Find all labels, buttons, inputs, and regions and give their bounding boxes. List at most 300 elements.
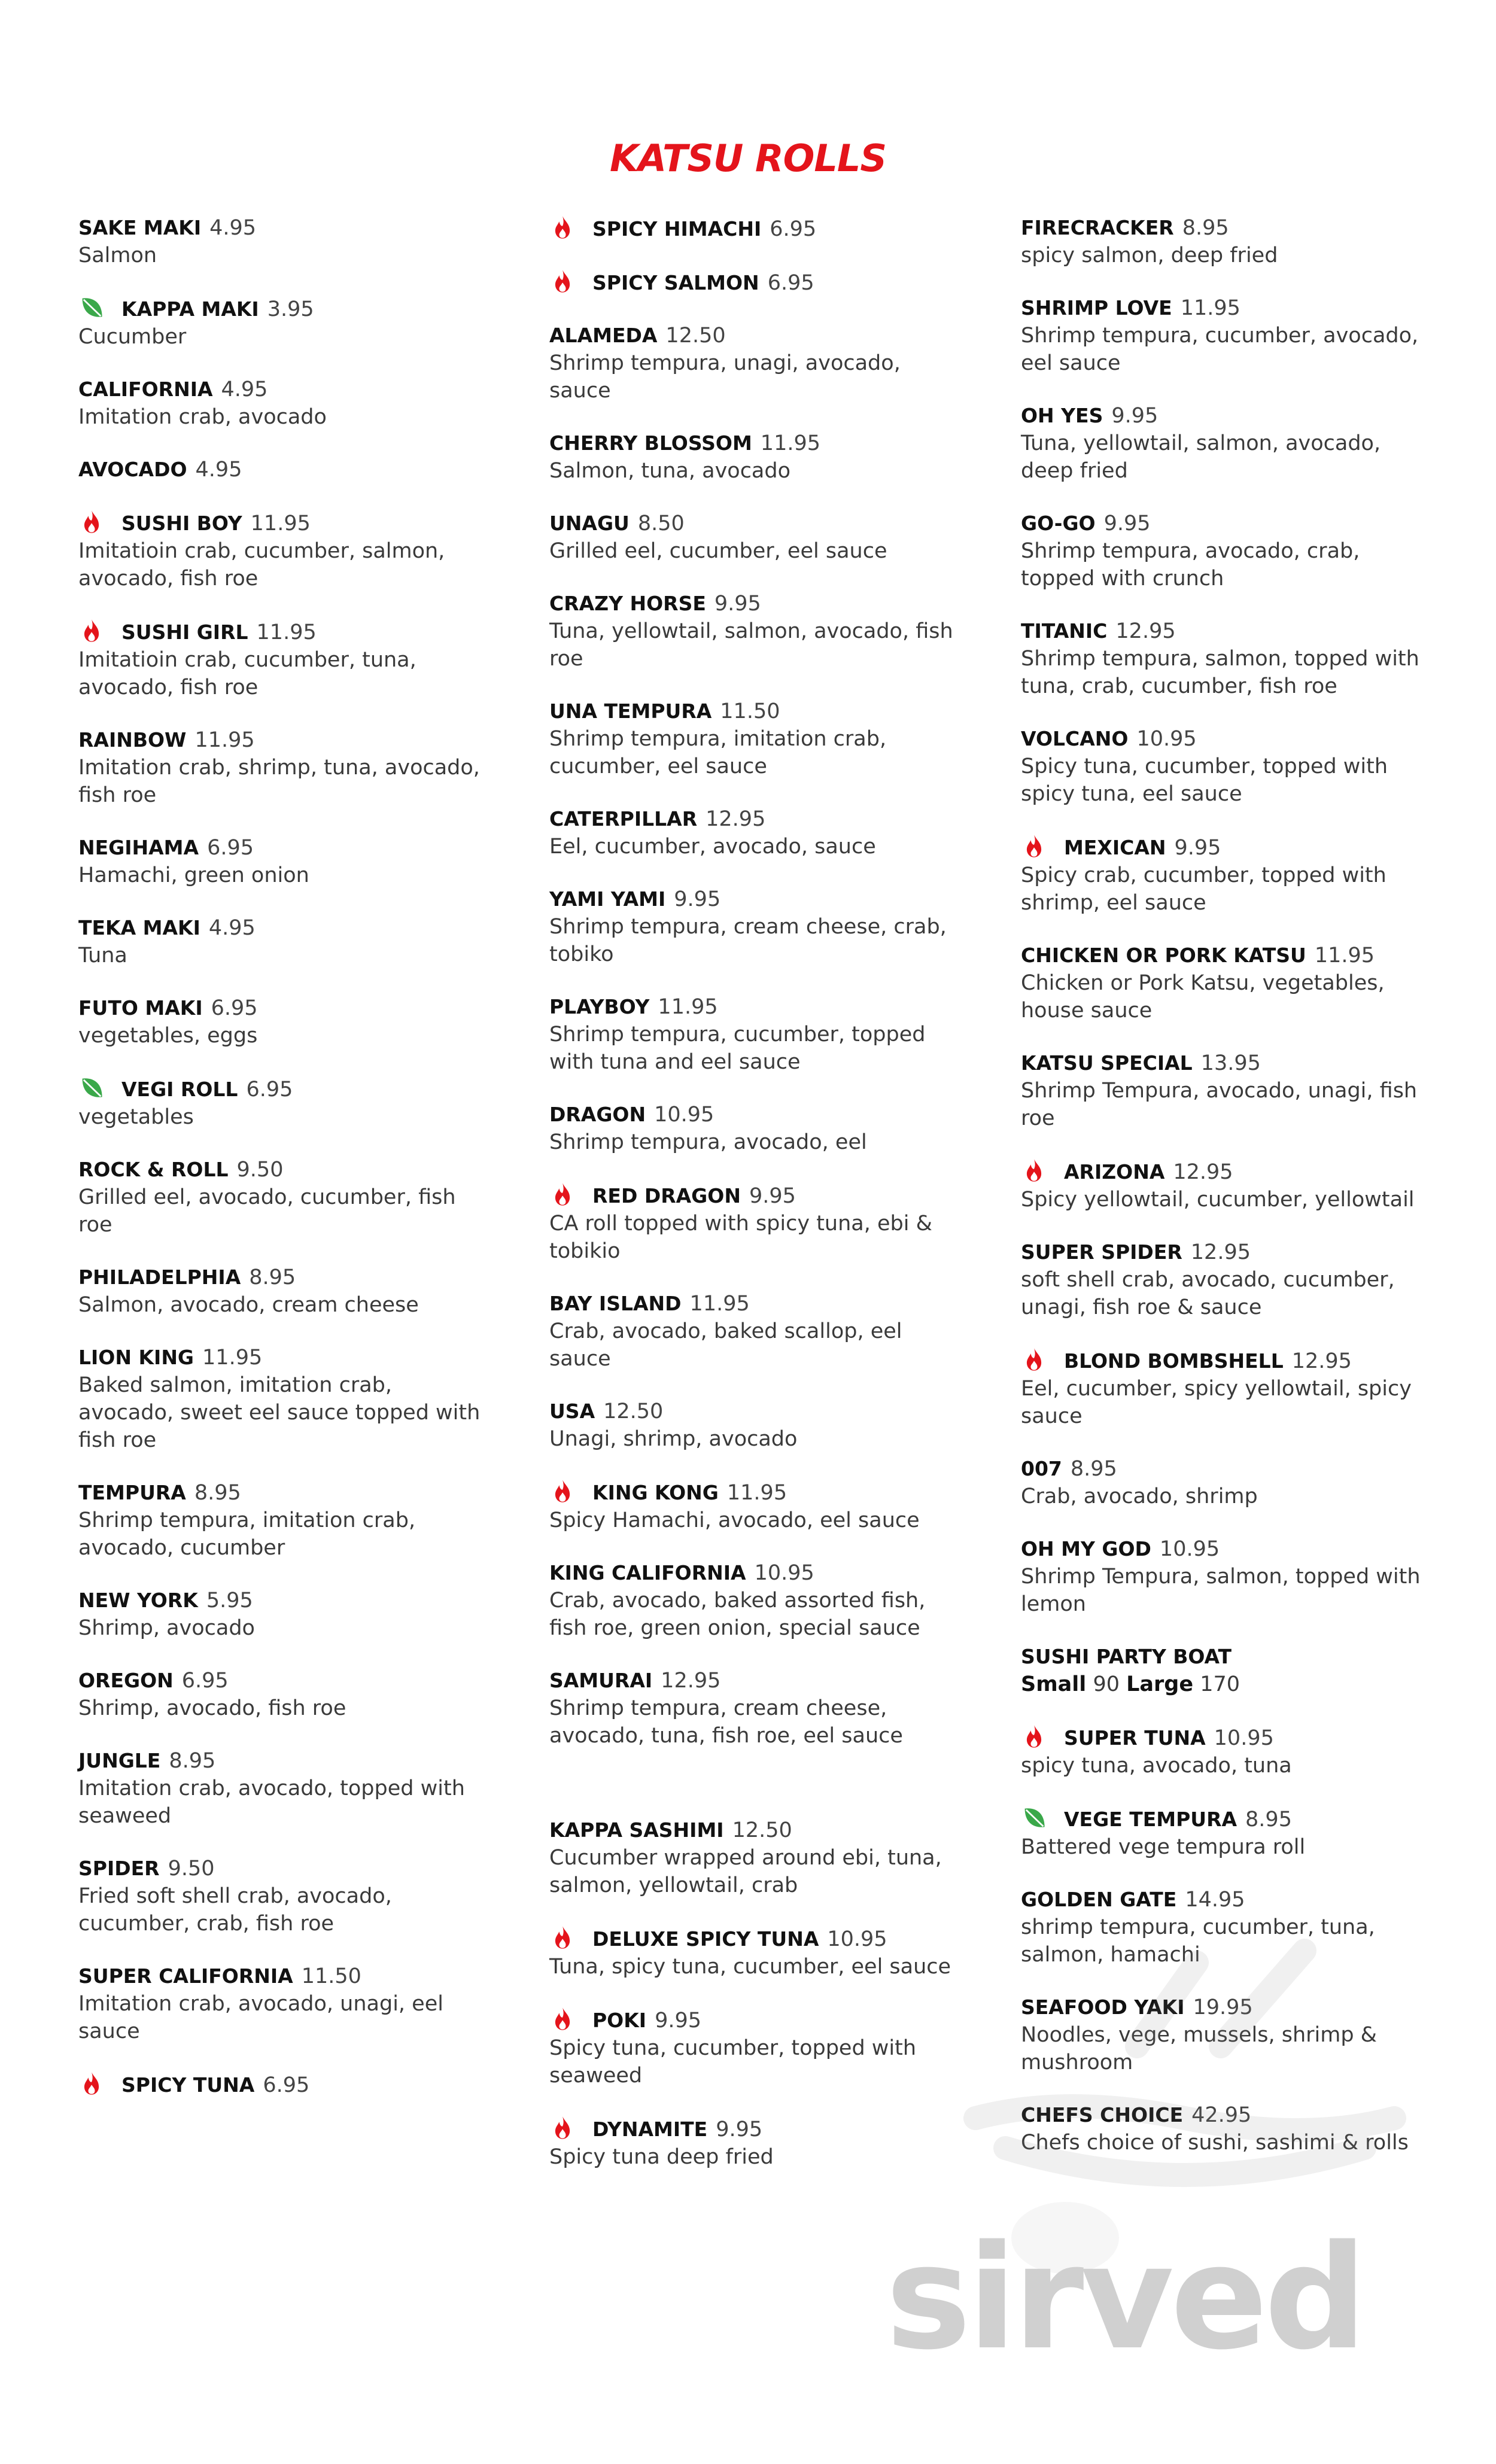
item-name: SEAFOOD YAKI bbox=[1021, 1995, 1185, 2019]
item-description: spicy tuna, avocado, tuna bbox=[1021, 1754, 1292, 1778]
item-description: spicy salmon, deep fried bbox=[1021, 244, 1278, 267]
item-description: Imitatioin crab, cucumber, tuna, avocado, fish roe bbox=[78, 648, 416, 699]
item-name: NEW YORK bbox=[78, 1589, 198, 1612]
item-price: 9.95 bbox=[1103, 512, 1151, 536]
item-description: Shrimp tempura, imitation crab, avocado, cucumber bbox=[78, 1508, 416, 1560]
menu-item-teka-maki bbox=[78, 914, 485, 969]
item-price: 9.95 bbox=[1111, 404, 1159, 428]
item-price: 42.95 bbox=[1191, 2103, 1252, 2127]
menu-item-header bbox=[549, 805, 956, 833]
item-description: Shrimp tempura, cucumber, topped with tuna and eel sauce bbox=[549, 1023, 926, 1074]
item-price: 11.95 bbox=[689, 1292, 750, 1316]
item-name: OH YES bbox=[1021, 404, 1103, 427]
menu-item-header bbox=[78, 456, 485, 483]
item-description: Fried soft shell crab, avocado, cucumber, crab, fish roe bbox=[78, 1884, 392, 1936]
menu-item-spicy-himachi bbox=[549, 214, 956, 243]
spicy-flame-icon bbox=[549, 268, 576, 294]
item-price: 8.95 bbox=[169, 1749, 216, 1773]
item-price: 5.95 bbox=[206, 1589, 253, 1613]
menu-item-go-go bbox=[1021, 510, 1428, 592]
menu-item-cherry-blossom bbox=[549, 430, 956, 485]
item-size-prices bbox=[1021, 1671, 1428, 1698]
menu-item-header bbox=[549, 1290, 956, 1318]
item-name: FUTO MAKI bbox=[78, 996, 203, 1020]
menu-item-header bbox=[78, 1479, 485, 1507]
item-price: 8.95 bbox=[1182, 216, 1229, 240]
menu-item-header bbox=[78, 1667, 485, 1695]
item-name: CALIFORNIA bbox=[78, 378, 213, 401]
menu-item-header bbox=[78, 1075, 485, 1103]
item-name: OREGON bbox=[78, 1669, 174, 1692]
menu-item-header bbox=[1021, 725, 1428, 753]
item-name: VEGI ROLL bbox=[121, 1078, 238, 1101]
menu-item-header bbox=[1021, 1535, 1428, 1563]
menu-item-spicy-tuna bbox=[78, 2070, 485, 2099]
menu-item-dragon bbox=[549, 1101, 956, 1156]
item-price: 11.95 bbox=[726, 1481, 787, 1505]
item-description: Unagi, shrimp, avocado bbox=[549, 1427, 798, 1451]
vegetarian-leaf-icon bbox=[1021, 1805, 1047, 1831]
item-name: ARIZONA bbox=[1064, 1160, 1165, 1184]
item-name: SUSHI PARTY BOAT bbox=[1021, 1645, 1232, 1668]
menu-item-header bbox=[78, 1156, 485, 1184]
item-price: 8.95 bbox=[194, 1481, 241, 1505]
spicy-flame-icon bbox=[1021, 1723, 1047, 1750]
item-name: CHERRY BLOSSOM bbox=[549, 431, 752, 455]
item-description: Crab, avocado, shrimp bbox=[1021, 1485, 1258, 1508]
menu-item-philadelphia bbox=[78, 1264, 485, 1319]
item-price: 11.95 bbox=[658, 995, 718, 1019]
item-description: Shrimp Tempura, salmon, topped with lemon bbox=[1021, 1565, 1421, 1616]
item-name: SPICY HIMACHI bbox=[592, 217, 762, 241]
item-name: PLAYBOY bbox=[549, 995, 650, 1018]
item-description: Salmon, avocado, cream cheese bbox=[78, 1293, 419, 1317]
item-price: 9.95 bbox=[655, 2009, 702, 2033]
item-price: 8.95 bbox=[249, 1266, 296, 1289]
menu-item-header bbox=[549, 698, 956, 725]
item-description: Cucumber bbox=[78, 325, 187, 349]
spicy-flame-icon bbox=[1021, 1157, 1047, 1184]
menu-item-header bbox=[1021, 1643, 1428, 1671]
item-name: CRAZY HORSE bbox=[549, 592, 706, 615]
menu-item-header bbox=[78, 617, 485, 646]
item-name: VEGE TEMPURA bbox=[1064, 1808, 1237, 1831]
item-description: Spicy crab, cucumber, topped with shrimp, eel sauce bbox=[1021, 863, 1386, 915]
menu-item-spicy-salmon bbox=[549, 268, 956, 297]
item-price: 10.95 bbox=[1214, 1726, 1274, 1750]
item-price: 12.95 bbox=[706, 807, 766, 831]
item-description: Eel, cucumber, spicy yellowtail, spicy sauce bbox=[1021, 1377, 1412, 1428]
item-name: KING KONG bbox=[592, 1481, 719, 1504]
menu-item-sushi-party-boat bbox=[1021, 1643, 1428, 1698]
item-description: Chicken or Pork Katsu, vegetables, house sauce bbox=[1021, 971, 1385, 1023]
item-price: 8.95 bbox=[1245, 1808, 1292, 1832]
menu-item-super-spider bbox=[1021, 1239, 1428, 1321]
item-price: 11.95 bbox=[256, 620, 317, 644]
item-price: 12.50 bbox=[665, 324, 726, 348]
menu-item-oh-my-god bbox=[1021, 1535, 1428, 1618]
item-price: 9.50 bbox=[236, 1158, 284, 1182]
menu-item-king-california bbox=[549, 1559, 956, 1642]
item-description: vegetables, eggs bbox=[78, 1024, 258, 1048]
item-price: 9.95 bbox=[714, 592, 761, 616]
item-description: Shrimp tempura, unagi, avocado, sauce bbox=[549, 351, 901, 403]
menu-item-header bbox=[78, 726, 485, 754]
item-price: 10.95 bbox=[754, 1561, 814, 1585]
item-price: 11.50 bbox=[720, 699, 780, 723]
menu-item-rainbow bbox=[78, 726, 485, 809]
item-price: 11.95 bbox=[194, 728, 255, 752]
item-price: 13.95 bbox=[1200, 1051, 1261, 1075]
item-name: VOLCANO bbox=[1021, 727, 1129, 750]
item-price: 10.95 bbox=[654, 1103, 714, 1127]
item-price: 6.95 bbox=[770, 217, 817, 241]
item-name: PHILADELPHIA bbox=[78, 1266, 241, 1289]
item-description: Spicy tuna deep fried bbox=[549, 2145, 774, 2169]
item-price: 9.95 bbox=[674, 887, 721, 911]
item-name: SUPER CALIFORNIA bbox=[78, 1964, 293, 1988]
spicy-flame-icon bbox=[78, 617, 105, 644]
menu-item-spider bbox=[78, 1855, 485, 1937]
size-small-price: 90 bbox=[1093, 1672, 1120, 1696]
menu-item-futo-maki bbox=[78, 994, 485, 1050]
menu-item-header bbox=[1021, 1239, 1428, 1266]
menu-item-sushi-boy bbox=[78, 509, 485, 592]
menu-item-header bbox=[78, 376, 485, 403]
menu-item-header bbox=[549, 886, 956, 913]
spicy-flame-icon bbox=[78, 2070, 105, 2097]
menu-item-header bbox=[1021, 1723, 1428, 1752]
item-price: 12.95 bbox=[661, 1669, 721, 1693]
item-name: CHEFS CHOICE bbox=[1021, 2103, 1184, 2127]
item-description: Salmon, tuna, avocado bbox=[549, 459, 791, 483]
menu-item-header bbox=[549, 322, 956, 349]
item-name: BAY ISLAND bbox=[549, 1292, 682, 1315]
item-name: SPICY SALMON bbox=[592, 271, 759, 294]
menu-item-new-york bbox=[78, 1587, 485, 1642]
menu-item-header bbox=[549, 430, 956, 457]
item-description: Shrimp tempura, cream cheese, crab, tobiko bbox=[549, 915, 947, 966]
item-price: 11.95 bbox=[250, 512, 311, 536]
item-price: 6.95 bbox=[246, 1078, 293, 1102]
item-price: 4.95 bbox=[208, 916, 256, 940]
menu-item-blond-bombshell bbox=[1021, 1346, 1428, 1430]
menu-item-jungle bbox=[78, 1747, 485, 1830]
item-price: 14.95 bbox=[1185, 1888, 1245, 1912]
item-name: RED DRAGON bbox=[592, 1184, 741, 1207]
item-description: Imitation crab, avocado, unagi, eel sauce bbox=[78, 1992, 443, 2043]
menu-item-header bbox=[78, 834, 485, 862]
item-name: USA bbox=[549, 1400, 595, 1423]
item-price: 6.95 bbox=[767, 271, 814, 295]
menu-item-chicken-or-pork-katsu bbox=[1021, 942, 1428, 1024]
item-price: 6.95 bbox=[181, 1669, 229, 1693]
item-name: KAPPA MAKI bbox=[121, 297, 259, 321]
spicy-flame-icon bbox=[78, 509, 105, 535]
item-price: 9.50 bbox=[168, 1857, 215, 1881]
item-name: OH MY GOD bbox=[1021, 1537, 1151, 1560]
menu-item-header bbox=[78, 1963, 485, 1990]
menu-item-header bbox=[78, 1855, 485, 1882]
menu-item-lion-king bbox=[78, 1344, 485, 1454]
item-name: KATSU SPECIAL bbox=[1021, 1051, 1193, 1075]
item-description: Chefs choice of sushi, sashimi & rolls bbox=[1021, 2131, 1409, 2155]
menu-item-header bbox=[1021, 942, 1428, 969]
menu-item-sake-maki bbox=[78, 214, 485, 269]
item-description: CA roll topped with spicy tuna, ebi & tobikio bbox=[549, 1212, 932, 1263]
item-name: DYNAMITE bbox=[592, 2118, 708, 2141]
item-description: Spicy tuna, cucumber, topped with seaweed bbox=[549, 2036, 917, 2088]
menu-item-vege-tempura bbox=[1021, 1805, 1428, 1861]
item-description: soft shell crab, avocado, cucumber, unagi, fish roe & sauce bbox=[1021, 1268, 1395, 1319]
menu-item-header bbox=[549, 590, 956, 617]
menu-item-bay-island bbox=[549, 1290, 956, 1373]
item-price: 11.95 bbox=[1314, 944, 1375, 968]
menu-item-header bbox=[549, 214, 956, 243]
item-name: SUSHI GIRL bbox=[121, 620, 248, 644]
item-price: 12.95 bbox=[1115, 619, 1176, 643]
size-large-label: Large bbox=[1126, 1672, 1194, 1696]
menu-item-header bbox=[78, 2070, 485, 2099]
menu-item-header bbox=[549, 1478, 956, 1507]
item-description: vegetables bbox=[78, 1105, 194, 1129]
item-name: SAKE MAKI bbox=[78, 216, 202, 239]
item-price: 11.95 bbox=[1180, 296, 1240, 320]
item-name: UNA TEMPURA bbox=[549, 699, 712, 723]
item-price: 4.95 bbox=[195, 458, 242, 482]
spicy-flame-icon bbox=[549, 1924, 576, 1951]
menu-item-header bbox=[78, 1264, 485, 1291]
spicy-flame-icon bbox=[549, 1181, 576, 1207]
item-description: Shrimp tempura, avocado, crab, topped with crunch bbox=[1021, 539, 1360, 591]
menu-item-header bbox=[1021, 1050, 1428, 1077]
menu-item-una-tempura bbox=[549, 698, 956, 780]
item-name: NEGIHAMA bbox=[78, 836, 199, 859]
menu-item-titanic bbox=[1021, 617, 1428, 700]
item-name: 007 bbox=[1021, 1457, 1062, 1480]
menu-item-header bbox=[78, 1587, 485, 1614]
menu-item-sushi-girl bbox=[78, 617, 485, 701]
item-price: 9.95 bbox=[1174, 836, 1221, 860]
menu-item-kappa-maki bbox=[78, 294, 485, 351]
menu-item-super-california bbox=[78, 1963, 485, 2045]
item-description: Shrimp tempura, cucumber, avocado, eel sauce bbox=[1021, 324, 1419, 375]
item-price: 11.95 bbox=[760, 431, 820, 455]
menu-item-unagu bbox=[549, 510, 956, 565]
item-description: Spicy tuna, cucumber, topped with spicy tuna, eel sauce bbox=[1021, 755, 1388, 806]
item-description: Noodles, vege, mussels, shrimp & mushroom bbox=[1021, 2023, 1377, 2074]
menu-item-super-tuna bbox=[1021, 1723, 1428, 1779]
menu-item-header bbox=[1021, 1346, 1428, 1375]
item-name: CHICKEN OR PORK KATSU bbox=[1021, 944, 1306, 967]
item-name: SUSHI BOY bbox=[121, 512, 242, 535]
item-name: KAPPA SASHIMI bbox=[549, 1818, 724, 1842]
menu-item-header bbox=[1021, 617, 1428, 645]
menu-item-caterpillar bbox=[549, 805, 956, 860]
menu-item-alameda bbox=[549, 322, 956, 404]
item-name: TITANIC bbox=[1021, 619, 1108, 643]
menu-item-usa bbox=[549, 1398, 956, 1453]
spicy-flame-icon bbox=[549, 2115, 576, 2141]
item-name: LION KING bbox=[78, 1346, 194, 1369]
menu-item-california bbox=[78, 376, 485, 431]
item-name: POKI bbox=[592, 2009, 647, 2032]
item-description: Shrimp, avocado bbox=[78, 1616, 255, 1640]
menu-item-header bbox=[1021, 510, 1428, 537]
item-name: ALAMEDA bbox=[549, 324, 658, 347]
menu-item-header bbox=[549, 1101, 956, 1128]
item-name: GOLDEN GATE bbox=[1021, 1888, 1177, 1911]
menu-item-header bbox=[78, 994, 485, 1022]
item-description: Spicy Hamachi, avocado, eel sauce bbox=[549, 1508, 920, 1532]
item-description: Eel, cucumber, avocado, sauce bbox=[549, 835, 876, 859]
item-name: TEMPURA bbox=[78, 1481, 186, 1504]
item-description: Battered vege tempura roll bbox=[1021, 1835, 1306, 1859]
item-description: Grilled eel, cucumber, eel sauce bbox=[549, 539, 887, 563]
menu-item-header bbox=[1021, 833, 1428, 862]
menu-item-mexican bbox=[1021, 833, 1428, 917]
item-name: RAINBOW bbox=[78, 728, 187, 752]
menu-item-header bbox=[549, 1817, 956, 1844]
menu-item-header bbox=[549, 268, 956, 297]
item-description: Shrimp tempura, cream cheese, avocado, tuna, fish roe, eel sauce bbox=[549, 1696, 903, 1748]
item-price: 6.95 bbox=[211, 996, 258, 1020]
item-description: Salmon bbox=[78, 244, 157, 267]
item-name: ROCK & ROLL bbox=[78, 1158, 229, 1181]
item-price: 6.95 bbox=[207, 836, 254, 860]
item-description: Tuna, yellowtail, salmon, avocado, deep fried bbox=[1021, 431, 1381, 483]
menu-item-negihama bbox=[78, 834, 485, 889]
item-name: TEKA MAKI bbox=[78, 916, 200, 939]
item-price: 12.50 bbox=[732, 1818, 792, 1842]
item-description: Cucumber wrapped around ebi, tuna, salmon, yellowtail, crab bbox=[549, 1846, 942, 1897]
item-description: Tuna, spicy tuna, cucumber, eel sauce bbox=[549, 1955, 951, 1979]
menu-item-vegi-roll bbox=[78, 1075, 485, 1131]
menu-item-yami-yami bbox=[549, 886, 956, 968]
menu-item-firecracker bbox=[1021, 214, 1428, 269]
item-price: 12.95 bbox=[1291, 1349, 1352, 1373]
menu-item-header bbox=[1021, 294, 1428, 322]
item-price: 12.95 bbox=[1173, 1160, 1233, 1184]
menu-item-header bbox=[1021, 1157, 1428, 1186]
spicy-flame-icon bbox=[549, 214, 576, 241]
menu-item-tempura bbox=[78, 1479, 485, 1562]
menu-item-rock-roll bbox=[78, 1156, 485, 1239]
menu-item-volcano bbox=[1021, 725, 1428, 808]
spicy-flame-icon bbox=[1021, 1346, 1047, 1373]
item-name: SPICY TUNA bbox=[121, 2073, 255, 2097]
menu-item-header bbox=[549, 1181, 956, 1210]
menu-item-header bbox=[78, 914, 485, 942]
menu-item-header bbox=[78, 1747, 485, 1775]
menu-item-shrimp-love bbox=[1021, 294, 1428, 377]
size-small-label: Small bbox=[1021, 1672, 1087, 1696]
menu-item-playboy bbox=[549, 993, 956, 1076]
menu-item-header bbox=[549, 510, 956, 537]
item-description: Imitation crab, avocado, topped with seaweed bbox=[78, 1776, 465, 1828]
item-name: GO-GO bbox=[1021, 512, 1096, 535]
menu-item-header bbox=[549, 1667, 956, 1695]
item-description: Grilled eel, avocado, cucumber, fish roe bbox=[78, 1185, 456, 1237]
menu-item-header bbox=[1021, 1455, 1428, 1483]
spicy-flame-icon bbox=[549, 2006, 576, 2032]
item-name: DRAGON bbox=[549, 1103, 646, 1126]
item-description: Shrimp tempura, salmon, topped with tuna, crab, cucumber, fish roe bbox=[1021, 647, 1419, 698]
section-spacer bbox=[549, 1775, 956, 1817]
watermark-text: sirved bbox=[886, 2214, 1364, 2381]
item-price: 4.95 bbox=[209, 216, 257, 240]
item-name: CATERPILLAR bbox=[549, 807, 698, 831]
menu-column-1 bbox=[78, 214, 485, 2124]
item-name: BLOND BOMBSHELL bbox=[1064, 1349, 1284, 1373]
menu-item-arizona bbox=[1021, 1157, 1428, 1213]
item-price: 3.95 bbox=[267, 297, 314, 321]
menu-item-oh-yes bbox=[1021, 402, 1428, 485]
menu-item-header bbox=[78, 214, 485, 242]
item-name: SPIDER bbox=[78, 1857, 160, 1880]
item-name: KING CALIFORNIA bbox=[549, 1561, 746, 1584]
menu-item-red-dragon bbox=[549, 1181, 956, 1265]
menu-item-007 bbox=[1021, 1455, 1428, 1510]
menu-item-crazy-horse bbox=[549, 590, 956, 673]
menu-item-header bbox=[78, 509, 485, 537]
menu-item-header bbox=[78, 294, 485, 323]
menu-item-header bbox=[549, 993, 956, 1021]
item-description: Baked salmon, imitation crab, avocado, sweet eel sauce topped with fish roe bbox=[78, 1373, 481, 1452]
menu-item-header bbox=[1021, 214, 1428, 242]
spicy-flame-icon bbox=[1021, 833, 1047, 859]
menu-item-avocado bbox=[78, 456, 485, 483]
menu-item-header bbox=[549, 1398, 956, 1425]
item-name: JUNGLE bbox=[78, 1749, 161, 1772]
item-description: Tuna, yellowtail, salmon, avocado, fish roe bbox=[549, 619, 953, 671]
item-name: SUPER TUNA bbox=[1064, 1726, 1206, 1750]
item-price: 8.50 bbox=[637, 512, 685, 536]
page-title: KATSU ROLLS bbox=[609, 136, 887, 180]
item-description: Imitation crab, avocado bbox=[78, 405, 327, 429]
item-price: 9.95 bbox=[749, 1184, 796, 1208]
item-price: 19.95 bbox=[1193, 1995, 1253, 2019]
menu-item-header bbox=[549, 1559, 956, 1587]
item-description: Shrimp tempura, imitation crab, cucumber, eel sauce bbox=[549, 727, 887, 778]
item-name: UNAGU bbox=[549, 512, 630, 535]
item-price: 4.95 bbox=[221, 378, 268, 401]
item-description: Crab, avocado, baked assorted fish, fish roe, green onion, special sauce bbox=[549, 1589, 926, 1640]
item-price: 12.95 bbox=[1190, 1240, 1251, 1264]
item-price: 11.95 bbox=[202, 1346, 263, 1370]
item-price: 10.95 bbox=[1159, 1537, 1220, 1561]
item-name: SUPER SPIDER bbox=[1021, 1240, 1182, 1264]
item-description: Crab, avocado, baked scallop, eel sauce bbox=[549, 1319, 902, 1371]
spicy-flame-icon bbox=[549, 1478, 576, 1504]
vegetarian-leaf-icon bbox=[78, 1075, 105, 1101]
item-name: FIRECRACKER bbox=[1021, 216, 1174, 239]
item-name: MEXICAN bbox=[1064, 836, 1166, 859]
item-price: 6.95 bbox=[263, 2073, 310, 2097]
item-name: SHRIMP LOVE bbox=[1021, 296, 1172, 320]
item-price: 12.50 bbox=[603, 1400, 664, 1423]
item-price: 10.95 bbox=[1136, 727, 1197, 751]
item-description: Spicy yellowtail, cucumber, yellowtail bbox=[1021, 1188, 1415, 1212]
item-price: 8.95 bbox=[1070, 1457, 1117, 1481]
menu-item-oregon bbox=[78, 1667, 485, 1722]
item-price: 9.95 bbox=[716, 2118, 763, 2141]
item-name: AVOCADO bbox=[78, 458, 187, 481]
item-description: Imitatioin crab, cucumber, salmon, avocado, fish roe bbox=[78, 539, 445, 591]
menu-item-king-kong bbox=[549, 1478, 956, 1534]
item-name: YAMI YAMI bbox=[549, 887, 666, 911]
item-price: 11.50 bbox=[301, 1964, 361, 1988]
